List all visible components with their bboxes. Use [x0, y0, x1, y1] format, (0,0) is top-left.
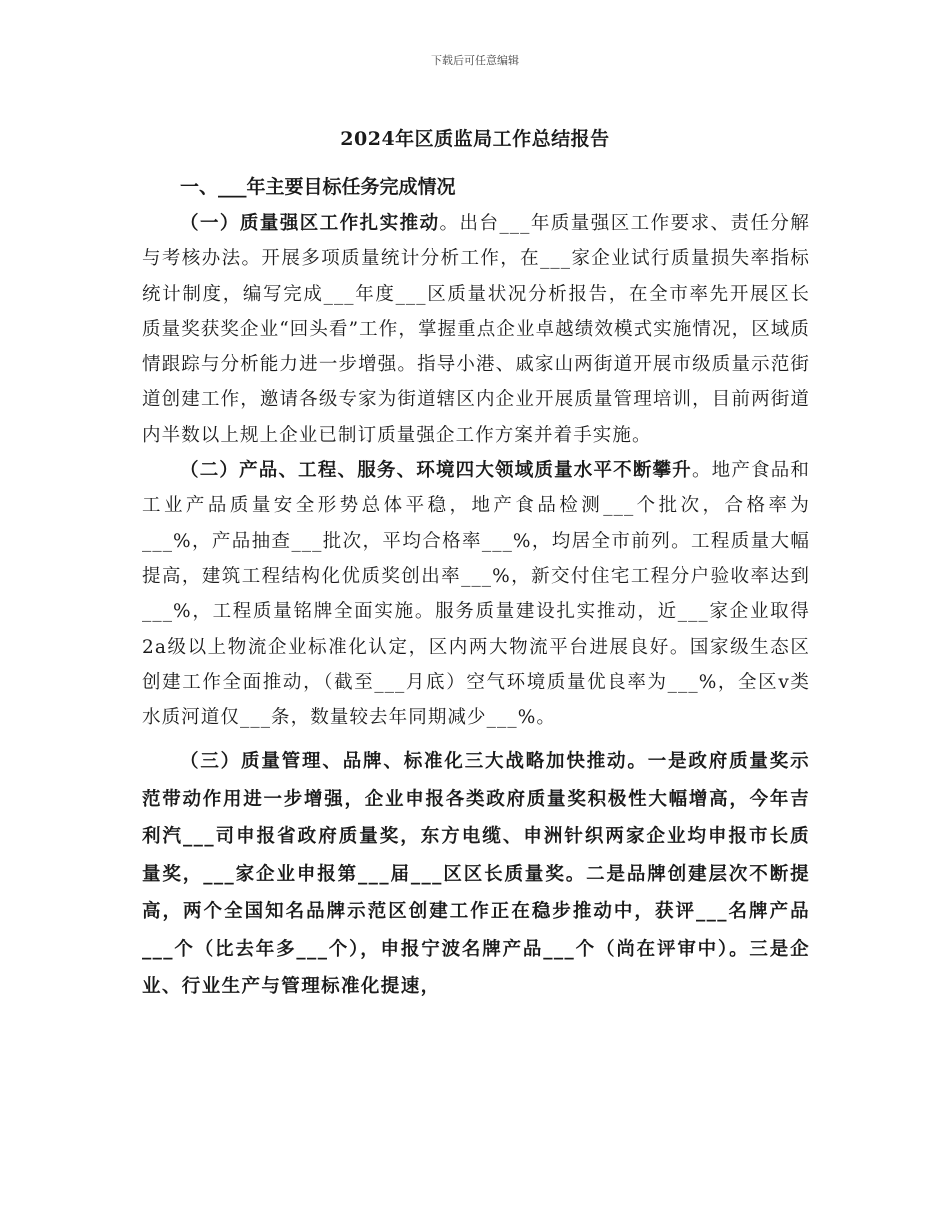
- paragraph-lead: （三）质量管理、品牌、标准化三大战略加快推动: [180, 751, 628, 773]
- paragraph-quality-city: [142, 206, 810, 453]
- section-heading: 一、___年主要目标任务完成情况: [180, 176, 456, 198]
- paragraph-body: 。地产食品和工业产品质量安全形势总体平稳，地产食品检测___个批次，合格率为___%，产品抽查___批次，平均合格率___%，均居全市前列。工程质量大幅提高，建筑工程结构化优质奖创出率___%，新交付住宅工程分户验收率达到___%，工程质量铭牌全面实施。服务质量建设扎实推动，近___家企业取得2a级以上物流企业标准化认定，区内两大物流平台进展良好。国家级生态区创建工作全面推动，（截至___月底）空气环境质量优良率为___%，全区v类水质河道仅___条，数量较去年同期减少___%。: [142, 460, 810, 729]
- page-title: 2024年区质监局工作总结报告: [340, 128, 610, 150]
- paragraph-body: 。一是政府质量奖示范带动作用进一步增强，企业申报各类政府质量奖积极性大幅增高，今年吉利汽___司申报省政府质量奖，东方电缆、申洲针织两家企业均申报市长质量奖，___家企业申报第___届___区区长质量奖。二是品牌创建层次不断提高，两个全国知名品牌示范区创建工作正在稳步推动中，获评___名牌产品___个（比去年多___个），申报宁波名牌产品___个（尚在评审中）。三是企业、行业生产与管理标准化提速，: [142, 751, 810, 998]
- paragraph-three-strategies: [142, 743, 810, 1006]
- document-body: [142, 168, 810, 1006]
- header-note: 下载后可任意编辑: [431, 54, 519, 67]
- paragraph-body: 。出台___年质量强区工作要求、责任分解与考核办法。开展多项质量统计分析工作，在___家企业试行质量损失率指标统计制度，编写完成___年度___区质量状况分析报告，在全市率先开展区长质量奖获奖企业“回头看”工作，掌握重点企业卓越绩效模式实施情况，区域质情跟踪与分析能力进一步增强。指导小港、戚家山两街道开展市级质量示范街道创建工作，邀请各级专家为街道辖区内企业开展质量管理培训，目前两街道内半数以上规上企业已制订质量强企工作方案并着手实施。: [142, 213, 810, 446]
- paragraph-lead: （二）产品、工程、服务、环境四大领域质量水平不断攀升: [180, 460, 692, 482]
- paragraph-lead: （一）质量强区工作扎实推动: [180, 213, 440, 234]
- paragraph-four-fields: [142, 453, 810, 735]
